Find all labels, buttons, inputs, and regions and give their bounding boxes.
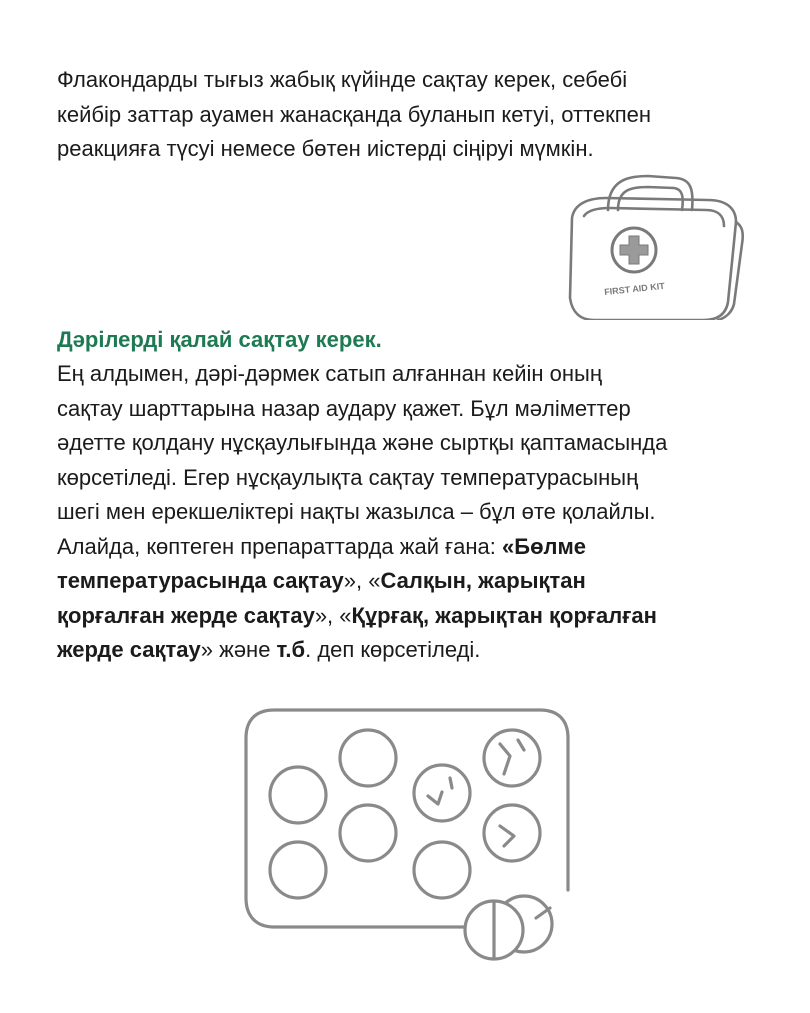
section-line-2: сақтау шарттарына назар аудару қажет. Бұл мәліметтер bbox=[57, 395, 631, 421]
line9-plain-2: . деп көрсетіледі. bbox=[305, 637, 481, 662]
intro-paragraph bbox=[57, 63, 777, 167]
line9-bold-2: т.б bbox=[276, 637, 306, 662]
section-heading: Дәрілерді қалай сақтау керек. bbox=[57, 327, 382, 352]
section-line-7 bbox=[57, 564, 777, 599]
section-line-8 bbox=[57, 599, 777, 634]
line8-bold-2: Құрғақ, жарықтан қорғалған bbox=[351, 602, 657, 628]
line7-bold-2: Салқын, жарықтан bbox=[380, 568, 586, 593]
line9-bold: жерде сақтау bbox=[57, 637, 201, 662]
line6-bold: «Бөлме bbox=[502, 533, 586, 559]
section-line-6 bbox=[57, 530, 777, 565]
pill-blister-pack-icon bbox=[238, 700, 578, 970]
section-paragraph bbox=[57, 357, 777, 668]
line7-bold: температурасында сақтау bbox=[57, 568, 344, 593]
intro-line-1: Флакондарды тығыз жабық күйінде сақтау керек, себебі bbox=[57, 67, 628, 92]
section-line-4: көрсетіледі. Егер нұсқаулықта сақтау температурасының bbox=[57, 464, 639, 490]
section-line-9 bbox=[57, 633, 777, 668]
line8-plain: », « bbox=[314, 602, 352, 628]
line9-plain: » және bbox=[200, 637, 277, 662]
first-aid-kit-label: FIRST AID KIT bbox=[603, 280, 666, 298]
line8-bold: қорғалған жерде сақтау bbox=[57, 602, 315, 628]
intro-line-3: реакцияға түсуі немесе бөтен иістерді сіңіруі мүмкін. bbox=[57, 136, 594, 161]
first-aid-kit-icon bbox=[558, 170, 748, 320]
intro-line-2: кейбір заттар ауамен жанасқанда буланып кетуі, оттекпен bbox=[57, 101, 652, 127]
section-line-1: Ең алдымен, дәрі-дәрмек сатып алғаннан кейін оның bbox=[57, 361, 603, 386]
section-line-5: шегі мен ерекшеліктері нақты жазылса – бұл өте қолайлы. bbox=[57, 499, 656, 524]
line7-plain: », « bbox=[343, 568, 381, 593]
line6-plain: Алайда, көптеген препараттарда жай ғана: bbox=[57, 533, 503, 559]
section-line-3: әдетте қолдану нұсқаулығында және сыртқы қаптамасында bbox=[57, 430, 668, 455]
